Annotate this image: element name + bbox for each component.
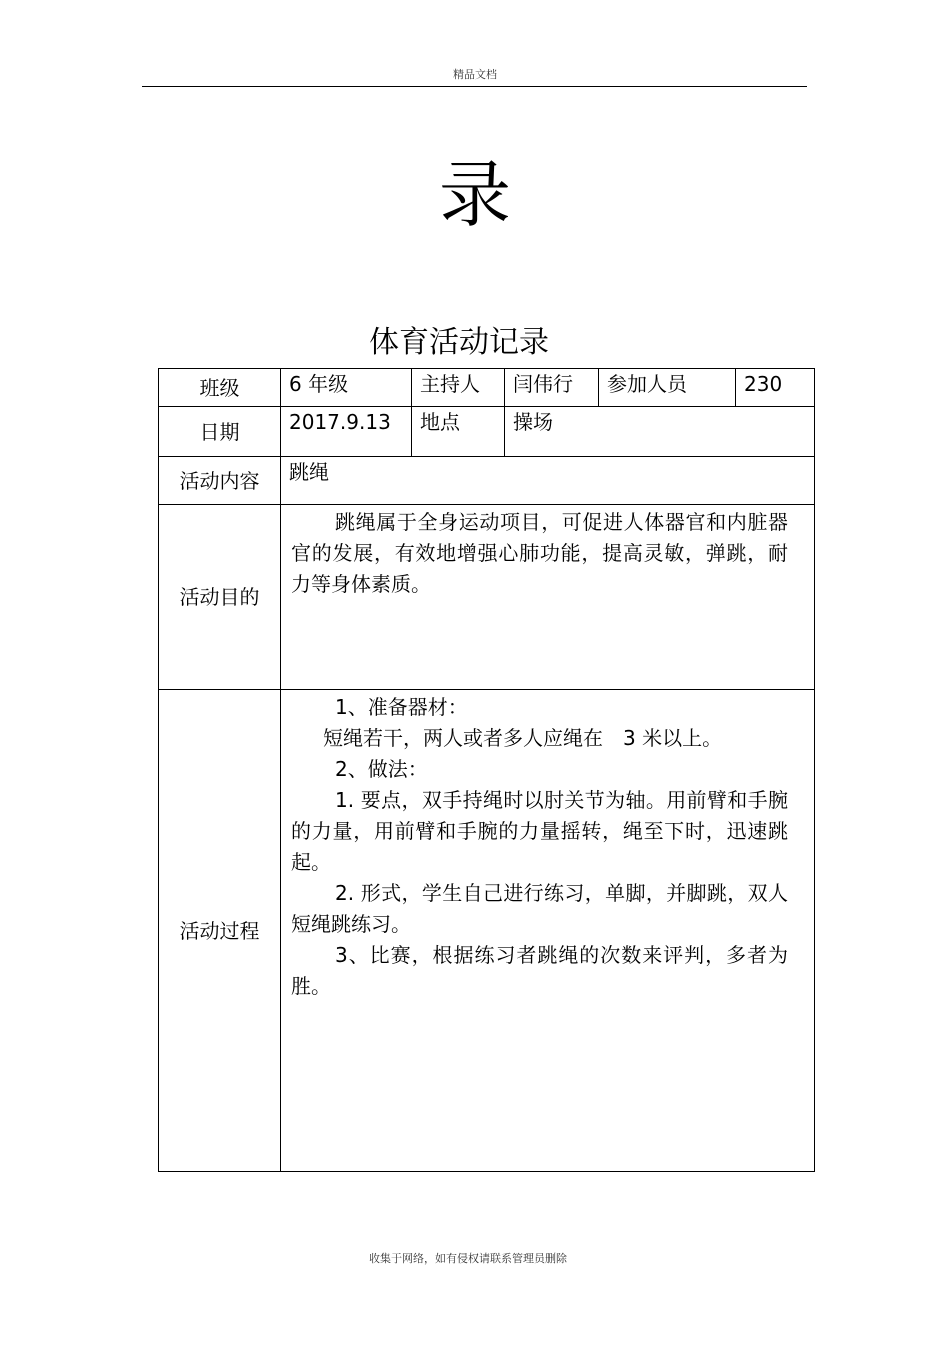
participants-label: 参加人员 <box>599 369 736 407</box>
process-cell <box>281 690 815 1172</box>
large-character: 录 <box>438 153 511 237</box>
purpose-cell <box>281 505 815 690</box>
page-footer-label: 收集于网络，如有侵权请联系管理员删除 <box>369 1252 567 1265</box>
date-label: 日期 <box>159 407 281 457</box>
date-value: 2017.9.13 <box>281 407 412 457</box>
location-label: 地点 <box>412 407 505 457</box>
process-line: 3、比赛，根据练习者跳绳的次数来评判，多者为胜。 <box>291 943 788 998</box>
location-value: 操场 <box>505 407 815 457</box>
activity-record-table <box>158 368 815 1172</box>
process-line: 短绳若干，两人或者多人应绳在 3 米以上。 <box>323 726 723 750</box>
host-label: 主持人 <box>412 369 505 407</box>
purpose-text: 跳绳属于全身运动项目，可促进人体器官和内脏器官的发展，有效地增强心肺功能，提高灵敏，弹跳，耐力等身体素质。 <box>291 510 788 596</box>
process-line: 1. 要点，双手持绳时以肘关节为轴。用前臂和手腕的力量，用前臂和手腕的力量摇转，绳至下时，迅速跳起。 <box>291 788 788 874</box>
process-label: 活动过程 <box>159 690 281 1172</box>
class-value: 6 年级 <box>281 369 412 407</box>
class-label: 班级 <box>159 369 281 407</box>
participants-value: 230 <box>736 369 815 407</box>
document-title: 体育活动记录 <box>369 325 549 360</box>
process-line: 2、做法： <box>335 757 428 781</box>
header-divider <box>142 86 807 87</box>
content-label: 活动内容 <box>159 457 281 505</box>
process-line: 2. 形式，学生自己进行练习，单脚，并脚跳，双人短绳跳练习。 <box>291 881 788 936</box>
content-value: 跳绳 <box>281 457 815 505</box>
purpose-label: 活动目的 <box>159 505 281 690</box>
process-line: 1、准备器材： <box>335 695 468 719</box>
host-value: 闫伟行 <box>505 369 599 407</box>
page-header-label: 精品文档 <box>453 68 497 81</box>
